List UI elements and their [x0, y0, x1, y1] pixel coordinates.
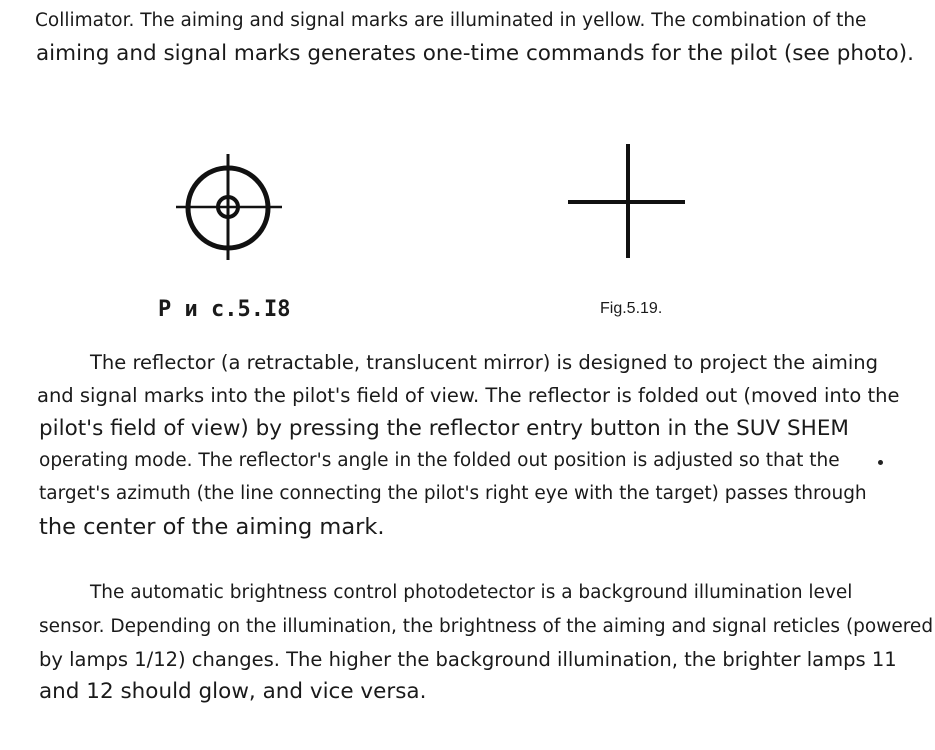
fig-5-18-caption: Р и с.5.I8 — [158, 297, 291, 322]
text-line: aiming and signal marks generates one-time commands for the pilot (see photo). — [36, 41, 914, 66]
fig-5-19-caption: Fig.5.19. — [600, 300, 663, 317]
text-line: The automatic brightness control photodetector is a background illumination level — [90, 582, 853, 603]
text-line: pilot's field of view) by pressing the reflector entry button in the SUV SHEM — [39, 416, 849, 441]
text-line: the center of the aiming mark. — [39, 514, 385, 540]
bullet-dot — [878, 460, 883, 465]
text-line: and 12 should glow, and vice versa. — [39, 679, 427, 704]
text-line: operating mode. The reflector's angle in the folded out position is adjusted so that the — [39, 450, 840, 471]
text-line: and signal marks into the pilot's field of view. The reflector is folded out (moved into the — [37, 384, 900, 407]
text-line: target's azimuth (the line connecting the pilot's right eye with the target) passes through — [39, 483, 867, 504]
text-line: sensor. Depending on the illumination, the brightness of the aiming and signal reticles (powered — [39, 616, 934, 637]
text-line: The reflector (a retractable, translucent mirror) is designed to project the aiming — [90, 351, 878, 374]
fig-5-19-signal-cross — [560, 140, 690, 260]
fig-5-18-aiming-reticle — [170, 150, 290, 262]
text-line: by lamps 1/12) changes. The higher the background illumination, the brighter lamps 11 — [39, 648, 897, 671]
text-line: Collimator. The aiming and signal marks are illuminated in yellow. The combination of the — [35, 10, 867, 31]
